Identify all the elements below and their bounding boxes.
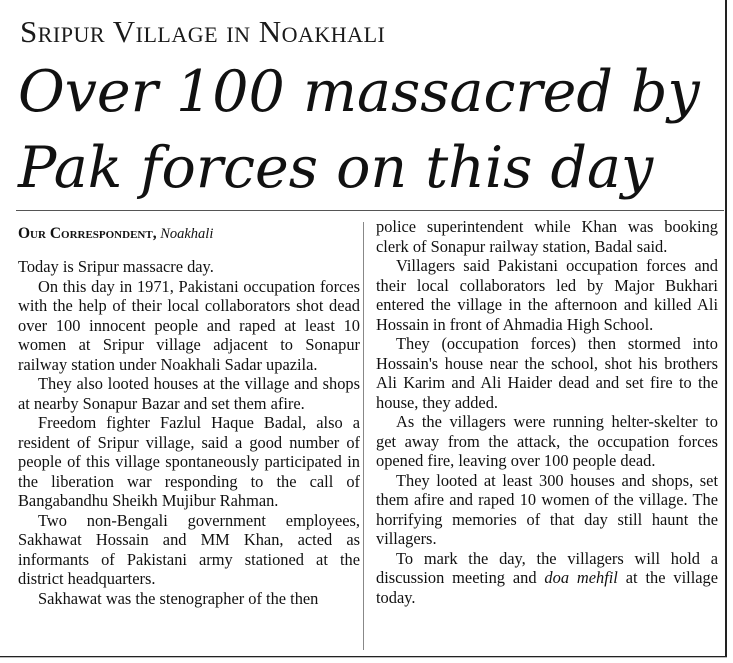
paragraph: They (occupation forces) then stormed into Hossain's house near the school, shot his brothers Ali Karim and Ali Haider dead and set fire to the house, they added. [376, 334, 718, 412]
article-kicker: Sripur Village in Noakhali [20, 14, 386, 49]
paragraph: On this day in 1971, Pakistani occupation forces with the help of their local collaborators shot dead over 100 innocent people and raped at least 10 women at Sripur village adjacent to Sonapur railway station under Noakhali Sadar upazila. [18, 276, 360, 374]
headline-line-2: Pak forces on this day [18, 135, 654, 201]
paragraph: Today is Sripur massacre day. [18, 257, 214, 276]
byline-place: Noakhali [160, 226, 214, 242]
paragraph: police superintendent while Khan was booking clerk of Sonapur railway station, Badal said. [376, 217, 718, 256]
paragraph: They looted at least 300 houses and shops, set them afire and raped 10 women of the village. The horrifying memories of that day still haunt the villagers. [376, 470, 718, 548]
article-column-left [18, 257, 360, 608]
paragraph: Villagers said Pakistani occupation forces and their local collaborators led by Major Bukhari entered the village in the afternoon and killed Ali Hossain in front of Ahmadia High School. [376, 256, 718, 334]
paragraph: Two non-Bengali government employees, Sakhawat Hossain and MM Khan, acted as informants of Pakistani army stationed at the district headquarters. [18, 510, 360, 588]
headline-line-1: Over 100 massacred by [18, 59, 700, 125]
last-para-italic: doa mehfil [544, 568, 618, 587]
paragraph: As the villagers were running helter-skelter to get away from the attack, the occupation forces opened fire, leaving over 100 people dead. [376, 412, 718, 470]
article-headline [18, 54, 718, 206]
byline-name: Our Correspondent, [18, 225, 157, 242]
last-para-tail: at the village today. [376, 568, 718, 607]
headline-divider [16, 210, 724, 211]
bottom-border [0, 657, 727, 658]
article-column-right [376, 217, 718, 607]
column-divider [363, 222, 364, 650]
byline [18, 225, 213, 243]
paragraph: Freedom fighter Fazlul Haque Badal, also a resident of Sripur village, said a good number of people of this village spontaneously participated in the liberation war responding to the call of Bangabandhu Sheikh Mujibur Rahman. [18, 413, 360, 510]
last-para-text: To mark the day, the villagers will hold a discussion meeting and [376, 548, 718, 587]
paragraph: They also looted houses at the village and shops at nearby Sonapur Bazar and set them afire. [18, 374, 360, 413]
paragraph-last [376, 549, 718, 608]
paragraph: Sakhawat was the stenographer of the then [38, 588, 319, 608]
